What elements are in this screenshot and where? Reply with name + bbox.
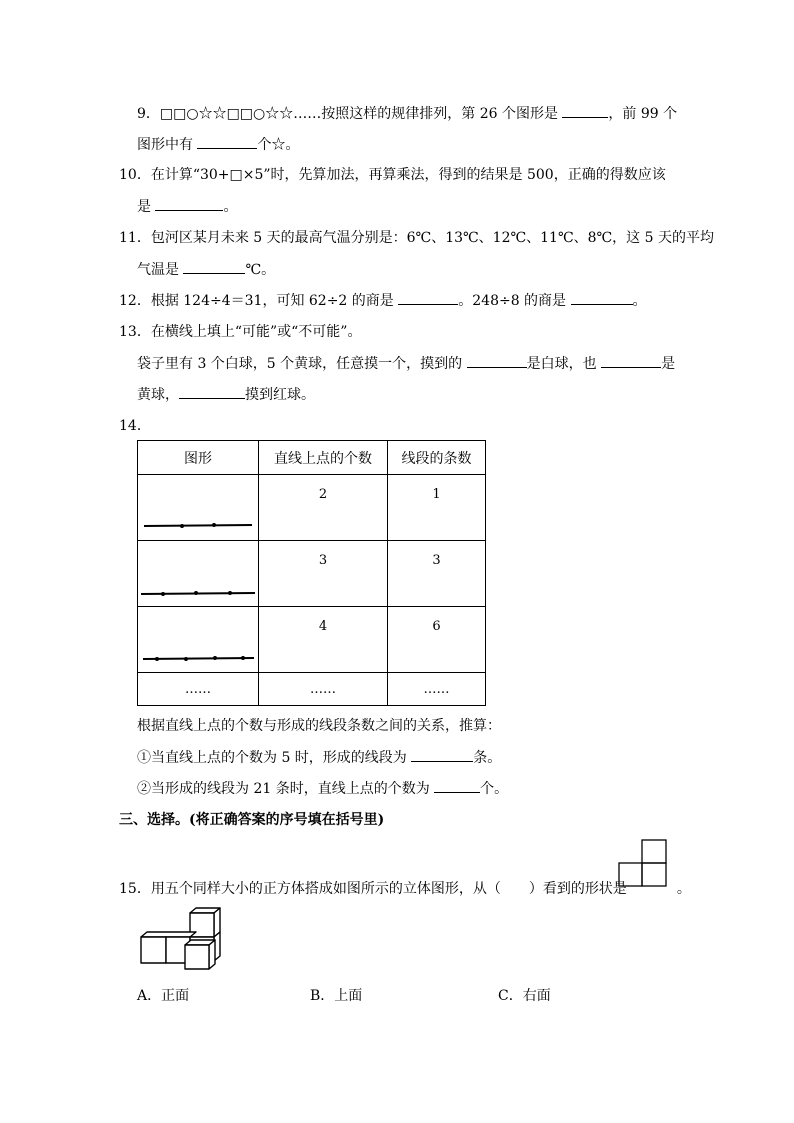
segments-value: 3 <box>432 553 441 568</box>
q15-option-c[interactable]: C．右面 <box>498 988 551 1004</box>
q12-suffix: 。 <box>632 293 647 309</box>
q15-suffix: 。 <box>676 881 691 897</box>
q11-line2-prefix: 气温是 <box>137 262 184 278</box>
q15-prefix: 15．用五个同样大小的正方体搭成如图所示的立体图形，从（ ）看到的形状是 <box>119 881 627 897</box>
q13-answer-blank-2[interactable] <box>601 353 661 368</box>
header-points: 直线上点的个数 <box>259 441 388 475</box>
segments-cell <box>388 475 486 541</box>
q11-line2 <box>137 259 275 280</box>
q14-sub2-prefix: ②当形成的线段为 21 条时，直线上点的个数为 <box>137 781 435 797</box>
q14-table <box>137 440 486 706</box>
q13-line2 <box>137 353 675 374</box>
points-cell <box>259 541 388 607</box>
ellipsis-cell: …… <box>388 673 486 706</box>
segments-value: 6 <box>432 619 441 634</box>
q9-line1-suffix: ，前 99 个 <box>608 106 678 122</box>
q10-answer-blank[interactable] <box>155 196 223 211</box>
points-value: 4 <box>318 619 328 634</box>
q14-answer-blank-2[interactable] <box>434 778 480 793</box>
points-cell <box>259 607 388 673</box>
q13-answer-blank-3[interactable] <box>179 384 245 399</box>
q13-answer-blank-1[interactable] <box>467 353 527 368</box>
q13-line3 <box>137 384 315 405</box>
q14-sub1-suffix: 条。 <box>473 750 502 766</box>
table-row <box>138 475 486 541</box>
q15-line <box>119 873 691 899</box>
ellipsis-cell: …… <box>138 673 259 706</box>
line-4-points-figure <box>138 607 258 672</box>
table-header-row <box>138 441 486 475</box>
q10-line2 <box>137 196 237 217</box>
q11-line1-text: 11．包河区某月未来 5 天的最高气温分别是：6℃、13℃、12℃、11℃、8℃，这 5 天的平均 <box>119 230 714 246</box>
section3-title: 三、选择。(将正确答案的序号填在括号里) <box>119 812 385 828</box>
points-value: 2 <box>318 487 328 502</box>
figure-cell <box>138 541 259 607</box>
q10-line1-text: 10．在计算“30+□×5”时，先算加法，再算乘法，得到的结果是 500，正确的得数应该 <box>119 167 666 183</box>
segments-cell <box>388 607 486 673</box>
q12-answer-blank-1[interactable] <box>398 290 458 305</box>
q9-line2-suffix: 个☆。 <box>257 137 300 153</box>
q12-prefix: 12．根据 124÷4＝31，可知 62÷2 的商是 <box>119 293 399 309</box>
q9-line2-prefix: 图形中有 <box>137 137 198 153</box>
q11-line1 <box>119 228 714 248</box>
q14-sub1 <box>137 747 501 768</box>
q13-line2-b: 是白球，也 <box>526 356 602 372</box>
points-value: 3 <box>318 553 328 568</box>
q9-answer-blank-2[interactable] <box>197 134 257 149</box>
q13-line3-a: 黄球， <box>137 387 179 403</box>
figure-cell <box>138 475 259 541</box>
q9-answer-blank-1[interactable] <box>562 103 608 118</box>
q13-line2-a: 袋子里有 3 个白球，5 个黄球，任意摸一个，摸到的 <box>137 356 467 372</box>
q11-line2-suffix: ℃。 <box>245 262 276 278</box>
q11-answer-blank[interactable] <box>183 259 245 274</box>
q14-sub2 <box>137 778 508 799</box>
q9-line1-prefix: 9．□□○☆☆□□○☆☆……按照这样的规律排列，第 26 个图形是 <box>137 106 563 122</box>
q14-label: 14． <box>119 418 151 434</box>
q9-line1 <box>137 103 677 124</box>
points-cell <box>259 475 388 541</box>
q12-line <box>119 290 647 311</box>
q12-answer-blank-2[interactable] <box>571 290 633 305</box>
q15-cubes-figure <box>138 905 228 975</box>
ellipsis-cell: …… <box>259 673 388 706</box>
segments-value: 1 <box>432 487 441 502</box>
q13-line2-c: 是 <box>661 356 676 372</box>
q14-sub1-prefix: ①当直线上点的个数为 5 时，形成的线段为 <box>137 750 412 766</box>
q13-line1-text: 13．在横线上填上“可能”或“不可能”。 <box>119 324 362 340</box>
q10-line1 <box>119 165 666 185</box>
segments-cell <box>388 541 486 607</box>
header-figure: 图形 <box>138 441 259 475</box>
line-2-points-figure <box>138 475 258 540</box>
table-row <box>138 607 486 673</box>
q14-instruction: 根据直线上点的个数与形成的线段条数之间的关系，推算： <box>137 718 501 734</box>
q15-option-b[interactable]: B．上面 <box>310 988 363 1004</box>
q13-line1 <box>119 322 361 342</box>
q15-option-a[interactable]: A．正面 <box>137 988 190 1004</box>
q14-answer-blank-1[interactable] <box>411 747 473 762</box>
table-row <box>138 673 486 706</box>
q10-line2-suffix: 。 <box>223 199 238 215</box>
q9-line2 <box>137 134 299 155</box>
q14-sub2-suffix: 个。 <box>480 781 509 797</box>
table-row <box>138 541 486 607</box>
q10-line2-prefix: 是 <box>137 199 156 215</box>
header-segments: 线段的条数 <box>388 441 486 475</box>
q15-view-shape-svg <box>618 839 670 889</box>
q13-line3-b: 摸到红球。 <box>245 387 315 403</box>
line-3-points-figure <box>138 541 258 606</box>
q12-middle: 。248÷8 的商是 <box>458 293 571 309</box>
figure-cell <box>138 607 259 673</box>
